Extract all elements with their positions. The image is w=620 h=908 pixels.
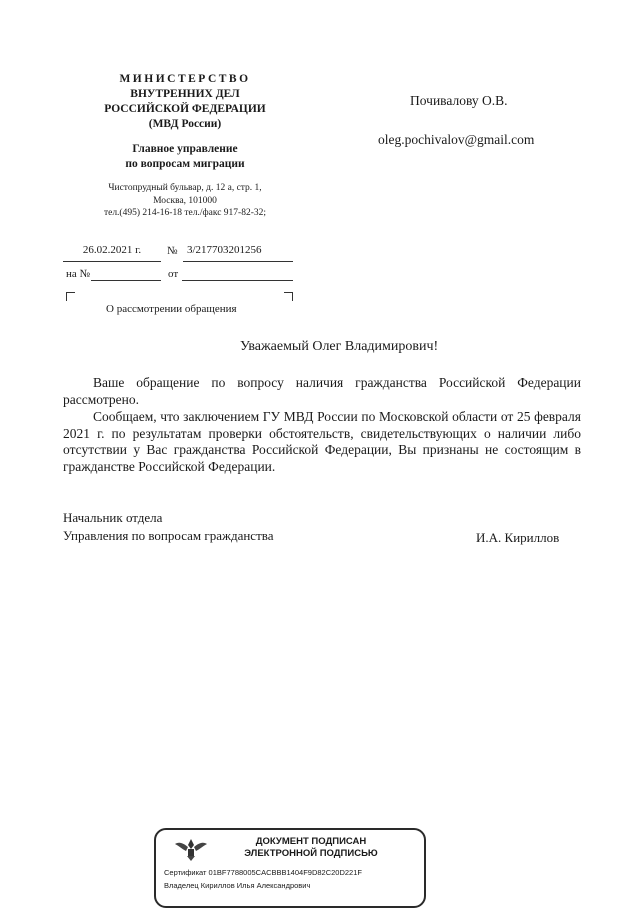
stamp-certificate: Сертификат 01BF7788005CACBBB1404F9D82C20D221F <box>164 868 362 877</box>
department-line-2: по вопросам миграции <box>125 158 245 170</box>
signature-name: И.А. Кириллов <box>476 530 560 545</box>
emblem-icon <box>174 836 208 862</box>
stamp-title-line-2: ЭЛЕКТРОННОЙ ПОДПИСЬЮ <box>244 848 378 859</box>
letter-number: 3/217703201256 <box>187 244 262 256</box>
corner-mark-left <box>66 292 75 301</box>
recipient-email: oleg.pochivalov@gmail.com <box>378 132 535 147</box>
electronic-signature-stamp <box>154 828 426 908</box>
number-field <box>183 244 293 262</box>
address-line-3: тел.(495) 214-16-18 тел./факс 917-82-32; <box>103 208 267 218</box>
letter-date: 26.02.2021 г. <box>82 244 142 256</box>
ref-date-line <box>182 266 293 281</box>
date-field <box>63 244 161 262</box>
ref-number-line <box>91 266 161 281</box>
department-line-1: Главное управление <box>132 143 238 155</box>
paragraph-2: Сообщаем, что заключением ГУ МВД России по Московской области от 25 февраля 2021 г. по результатам проверки обстоятельств, свидетельствующих о наличии либо отсутствии у Вас гражданства Российской Федерации, Вы признаны не состоящим в гражданстве Российской Федерации. <box>63 409 581 474</box>
paragraph-1: Ваше обращение по вопросу наличия гражданства Российской Федерации рассмотрено. <box>63 375 581 407</box>
subject-line: О рассмотрении обращения <box>106 303 237 315</box>
ref-from-label: от <box>168 268 179 280</box>
ministry-line-3: РОССИЙСКОЙ ФЕДЕРАЦИИ <box>104 103 266 115</box>
ministry-short-name: (МВД России) <box>148 118 222 130</box>
number-label: № <box>167 245 178 257</box>
stamp-owner: Владелец Кириллов Илья Александрович <box>164 881 311 890</box>
corner-mark-right <box>284 292 293 301</box>
address-line-2: Москва, 101000 <box>153 195 217 206</box>
signature-position-line-1: Начальник отдела <box>63 510 163 525</box>
ministry-line-2: ВНУТРЕННИХ ДЕЛ <box>130 88 240 100</box>
recipient-name: Почивалову О.В. <box>410 93 508 108</box>
ref-label: на № <box>66 268 91 280</box>
salutation: Уважаемый Олег Владимирович! <box>240 339 439 354</box>
signature-position-line-2: Управления по вопросам гражданства <box>63 528 274 543</box>
address-line-1: Чистопрудный бульвар, д. 12 а, стр. 1, <box>108 183 262 193</box>
ministry-header <box>60 72 310 220</box>
stamp-title-line-1: ДОКУМЕНТ ПОДПИСАН <box>255 836 367 847</box>
ministry-line-1: МИНИСТЕРСТВО <box>119 73 251 85</box>
